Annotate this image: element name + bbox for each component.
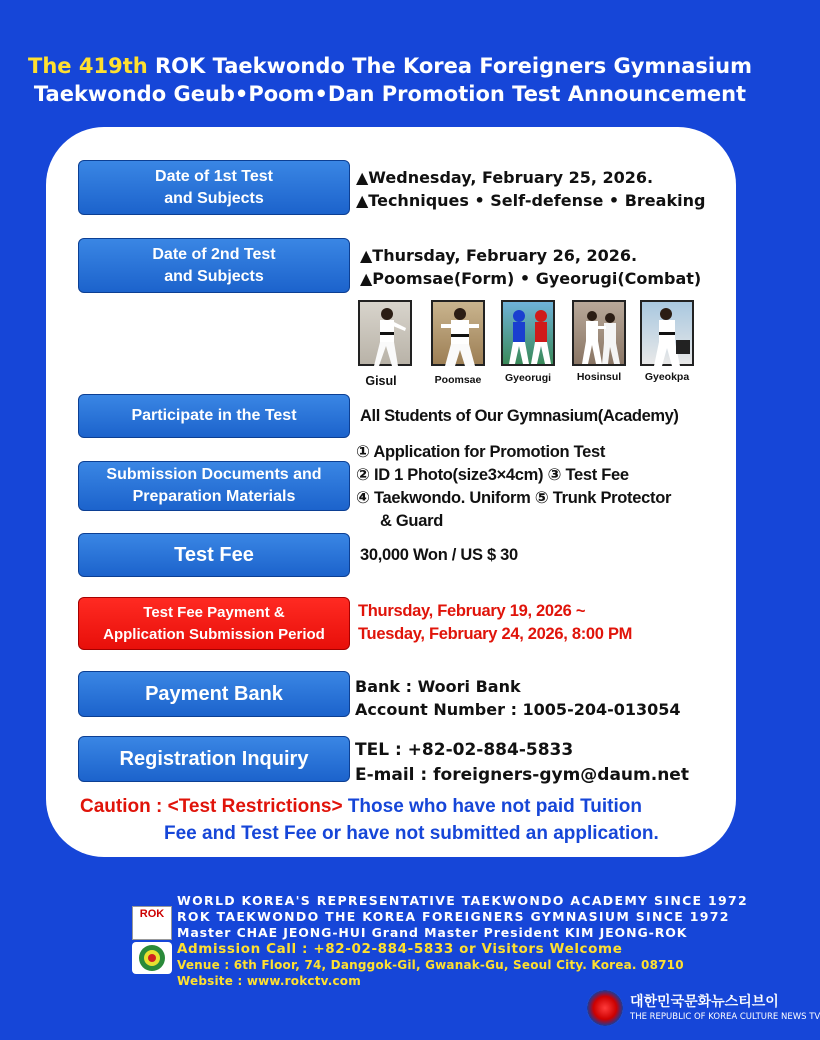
bank-name: Bank : Woori Bank: [355, 677, 521, 696]
documents-item-5-cont: & Guard: [380, 512, 443, 530]
first-test-date: ▲Wednesday, February 25, 2026.: [356, 168, 654, 187]
footer-line1: WORLD KOREA'S REPRESENTATIVE TAEKWONDO ACADEMY SINCE 1972: [177, 893, 749, 908]
gyeokpa-photo: [640, 300, 694, 366]
poomsae-photo: [431, 300, 485, 366]
caution-note: [80, 793, 720, 847]
poomsae-caption: Poomsae: [434, 374, 482, 386]
footer-admission: Admission Call : +82-02-884-5833 or Visitors Welcome: [177, 941, 623, 957]
payment-period-label-line1: Test Fee Payment &: [143, 603, 285, 621]
gyeorugi-caption: Gyeorugi: [504, 372, 552, 384]
registration-inquiry-label: Registration Inquiry: [78, 736, 350, 782]
gisul-caption: Gisul: [365, 374, 397, 388]
hosinsul-photo: [572, 300, 626, 366]
test-fee-value: 30,000 Won / US $ 30: [360, 546, 518, 564]
footer-venue: Venue : 6th Floor, 74, Danggok-Gil, Gwanak-Gu, Seoul City. Korea. 08710: [177, 958, 684, 972]
second-test-label: [78, 238, 350, 293]
second-test-label-line1: Date of 2nd Test: [152, 245, 276, 263]
documents-label-line1: Submission Documents and: [106, 466, 322, 483]
payment-period-end: Tuesday, February 24, 2026, 8:00 PM: [358, 625, 633, 643]
documents-item-2-3: ② ID 1 Photo(size3×4cm) ③ Test Fee: [356, 466, 629, 484]
gyeorugi-photo: [501, 300, 555, 366]
payment-period-value: [358, 600, 632, 646]
title-gym-name: ROK Taekwondo The Korea Foreigners Gymnasium: [147, 54, 752, 78]
first-test-label-line2: and Subjects: [164, 189, 264, 207]
documents-item-4-5: ④ Taekwondo. Uniform ⑤ Trunk Protector: [356, 489, 672, 507]
first-test-value: [356, 166, 705, 212]
payment-period-label-line2: Application Submission Period: [103, 625, 325, 643]
page-title-line1: [0, 52, 780, 80]
documents-item-1: ① Application for Promotion Test: [356, 443, 606, 461]
inquiry-phone[interactable]: TEL : +82-02-884-5833: [355, 740, 574, 760]
second-test-subjects: ▲Poomsae(Form) • Gyeorugi(Combat): [360, 269, 702, 288]
gym-emblem-logo: [132, 942, 172, 974]
registration-inquiry-value: [355, 738, 689, 788]
inquiry-email[interactable]: E-mail : foreigners-gym@daum.net: [355, 765, 689, 785]
footer-line3: Master CHAE JEONG-HUI Grand Master President KIM JEONG-ROK: [177, 925, 688, 940]
caution-prefix: Caution :: [80, 796, 163, 817]
second-test-label-line2: and Subjects: [164, 267, 264, 285]
account-number: Account Number : 1005-204-013054: [355, 700, 681, 719]
hosinsul-caption: Hosinsul: [576, 371, 622, 383]
payment-bank-value: [355, 675, 681, 721]
participate-label: Participate in the Test: [78, 394, 350, 438]
gisul-photo: [358, 300, 412, 366]
culture-news-name-kr: 대한민국문화뉴스티브이: [630, 994, 779, 1010]
rok-logo-text: ROK: [139, 908, 165, 920]
footer-line2: ROK TAEKWONDO THE KOREA FOREIGNERS GYMNASIUM SINCE 1972: [177, 909, 730, 924]
gyeokpa-caption: Gyeokpa: [644, 371, 690, 383]
first-test-label-line1: Date of 1st Test: [155, 167, 273, 185]
payment-period-label: [78, 597, 350, 650]
page-title-line2: Taekwondo Geub•Poom•Dan Promotion Test Announcement: [33, 82, 747, 106]
first-test-subjects: ▲Techniques • Self-defense • Breaking: [356, 191, 706, 210]
culture-news-logo: [587, 990, 623, 1026]
caution-text-2: Fee and Test Fee or have not submitted an application.: [164, 823, 659, 844]
documents-label: [78, 461, 350, 511]
documents-value: [356, 441, 671, 533]
first-test-label: [78, 160, 350, 215]
caution-text-1: Those who have not paid Tuition: [342, 796, 642, 817]
footer-website[interactable]: Website : www.rokctv.com: [177, 974, 361, 988]
edition-number: The 419th: [28, 54, 148, 78]
documents-label-line2: Preparation Materials: [132, 488, 296, 505]
rok-logo: [132, 906, 172, 940]
participate-value: All Students of Our Gymnasium(Academy): [360, 407, 679, 425]
payment-period-start: Thursday, February 19, 2026 ~: [358, 602, 586, 620]
second-test-date: ▲Thursday, February 26, 2026.: [360, 246, 638, 265]
culture-news-name-en: THE REPUBLIC OF KOREA CULTURE NEWS TV: [630, 1012, 820, 1022]
caution-restriction: <Test Restrictions>: [162, 796, 343, 817]
payment-bank-label: Payment Bank: [78, 671, 350, 717]
test-fee-label: Test Fee: [78, 533, 350, 577]
second-test-value: [360, 244, 701, 290]
